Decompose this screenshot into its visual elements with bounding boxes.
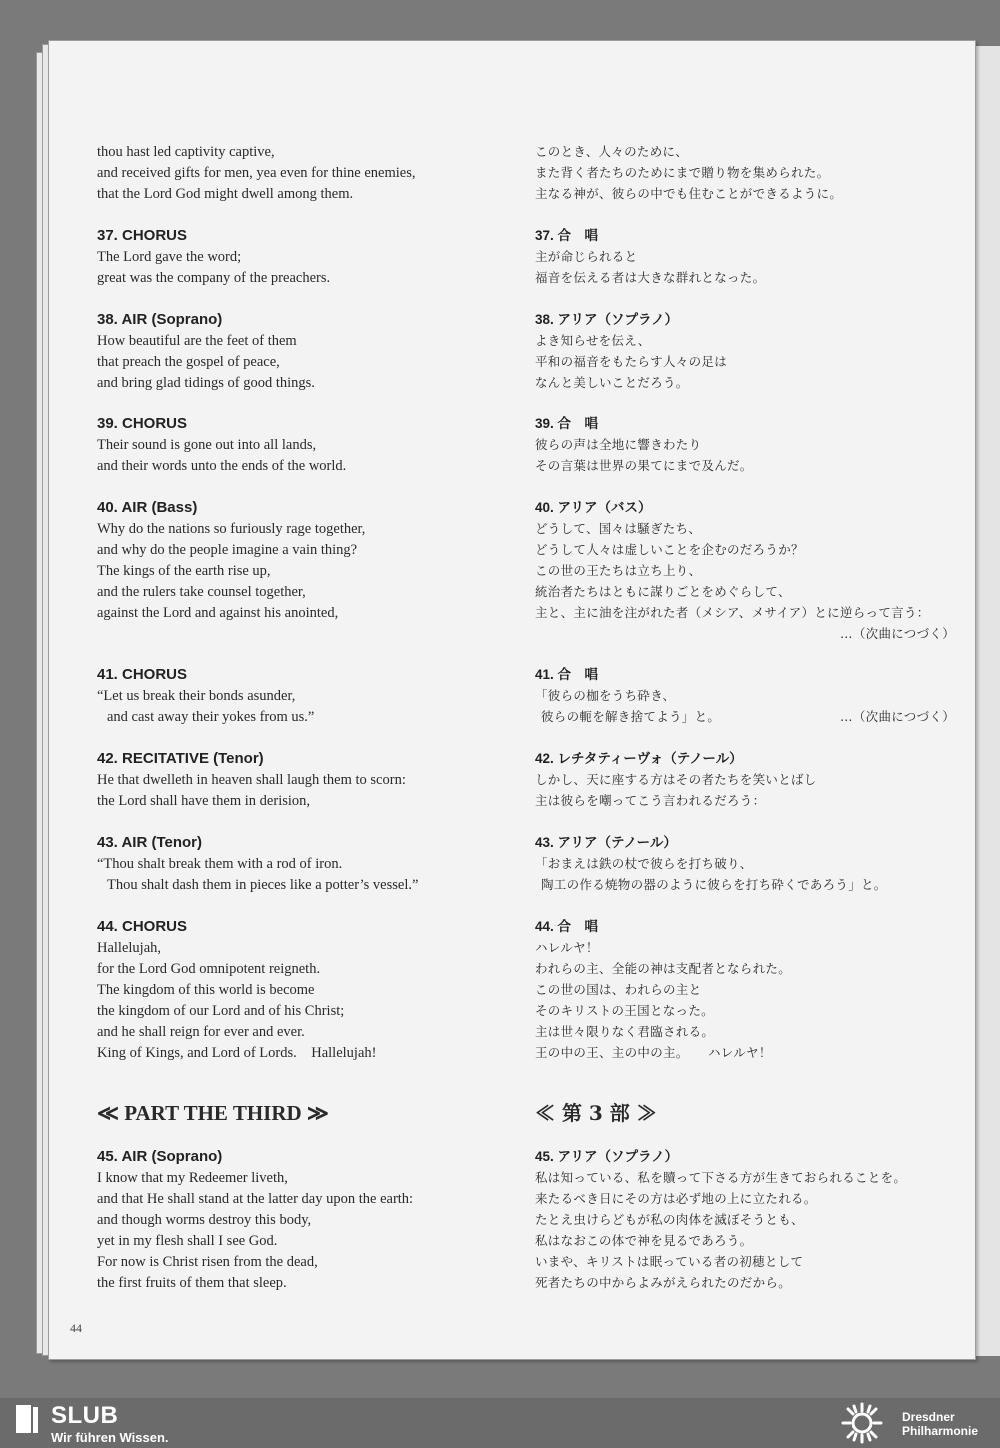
part-title	[535, 1099, 955, 1127]
text-line: 主と、主に油を注がれた者（メシア、メサイア）とに逆らって言う：	[535, 604, 930, 620]
section-heading: 37. 合 唱	[535, 228, 599, 243]
text-line: the kingdom of our Lord and of his Christ;	[97, 1002, 345, 1019]
text-line: なんと美しいことだろう。	[535, 374, 689, 390]
section-heading: 42. RECITATIVE (Tenor)	[97, 750, 264, 767]
text-line: thou hast led captivity captive,	[97, 144, 275, 160]
text-line: Hallelujah,	[97, 940, 162, 956]
section-heading: 45. アリア（ソプラノ）	[535, 1149, 679, 1164]
section-heading: 43. AIR (Tenor)	[97, 834, 203, 851]
library-name[interactable]: SLUB	[51, 1402, 119, 1429]
section-heading: 43. アリア（テノール）	[535, 835, 677, 850]
text-line: 彼らの軛を解き捨てよう」と。	[541, 708, 721, 724]
text-line: 私は知っている、私を贖って下さる方が生きておられることを。	[535, 1170, 907, 1185]
section-heading: 38. アリア（ソプラノ）	[535, 312, 679, 327]
text-line: the Lord shall have them in derision,	[97, 792, 311, 809]
text-line: and their words unto the ends of the world.	[97, 457, 347, 474]
slub-book-icon[interactable]	[14, 1404, 40, 1434]
text-line: よき知らせを伝え、	[535, 333, 651, 348]
section-heading: 37. CHORUS	[97, 227, 188, 244]
part-heading: ≪ 第 3 部 ≫	[535, 1101, 657, 1125]
text-line: 王の中の王、主の中の主。 ハレルヤ！	[535, 1044, 772, 1060]
text-line: いまや、キリストは眠っている者の初穂として	[535, 1253, 804, 1269]
section-heading: 39. CHORUS	[97, 415, 188, 432]
section-heading: 41. 合 唱	[535, 667, 599, 682]
orchestra-name-line1[interactable]: Dresdner	[902, 1410, 955, 1424]
orchestra-name-line2[interactable]: Philharmonie	[902, 1424, 979, 1438]
intro-text	[97, 142, 507, 205]
section-heading: 44. 合 唱	[535, 919, 599, 934]
continued-note: …（次曲につづく）	[840, 625, 955, 641]
text-line: たとえ虫けらどもが私の肉体を滅ぼそうとも、	[535, 1211, 804, 1227]
section-37	[535, 225, 955, 289]
section-43	[535, 832, 955, 896]
part-title	[97, 1099, 507, 1127]
section-40	[535, 497, 955, 644]
section-40	[97, 497, 507, 624]
text-line: King of Kings, and Lord of Lords. Hallelujah!	[97, 1044, 377, 1061]
text-line: どうして人々は虚しいことを企むのだろうか？	[535, 541, 804, 557]
text-line: Their sound is gone out into all lands,	[97, 437, 317, 453]
text-line: against the Lord and against his anointed,	[97, 604, 339, 621]
text-line: The kingdom of this world is become	[97, 981, 315, 998]
text-line: 「おまえは鉄の杖で彼らを打ち破り、	[535, 856, 753, 871]
text-line: 主なる神が、彼らの中でも住むことができるように。	[535, 185, 843, 201]
text-line: Thou shalt dash them in pieces like a potter’s vessel.”	[107, 876, 419, 893]
section-39	[97, 413, 507, 477]
text-line: For now is Christ risen from the dead,	[97, 1253, 318, 1270]
text-line: and cast away their yokes from us.”	[107, 708, 315, 725]
text-line: He that dwelleth in heaven shall laugh them to scorn:	[97, 772, 406, 788]
text-line: しかし、天に座する方はその者たちを笑いとばし	[535, 772, 817, 787]
text-line: 主は世々限りなく君臨される。	[535, 1023, 715, 1039]
text-line: The kings of the earth rise up,	[97, 562, 271, 579]
text-line: 私はなおこの体で神を見るであろう。	[535, 1232, 753, 1248]
section-37	[97, 225, 507, 289]
facing-page-edge	[973, 46, 1000, 1356]
text-line: The Lord gave the word;	[97, 249, 242, 265]
section-42	[535, 748, 955, 812]
text-line: 主は彼らを嘲ってこう言われるだろう：	[535, 792, 766, 808]
text-line: その言葉は世界の果てにまで及んだ。	[535, 457, 753, 473]
text-line: I know that my Redeemer liveth,	[97, 1170, 288, 1186]
text-line: ハレルヤ！	[535, 940, 599, 955]
text-line: そのキリストの王国となった。	[535, 1002, 714, 1018]
section-39	[535, 413, 955, 477]
section-heading: 42. レチタティーヴォ（テノール）	[535, 751, 743, 766]
footer-bar	[0, 1398, 1000, 1448]
text-line: また背く者たちのためにまで贈り物を集められた。	[535, 164, 830, 180]
part-heading: ≪ PART THE THIRD ≫	[97, 1101, 329, 1125]
text-line: この世の国は、われらの主と	[535, 981, 702, 997]
text-line: that preach the gospel of peace,	[97, 353, 280, 370]
section-heading: 44. CHORUS	[97, 918, 188, 935]
text-line: 統治者たちはともに謀りごとをめぐらして、	[535, 583, 791, 599]
section-44	[535, 916, 955, 1063]
section-heading: 40. AIR (Bass)	[97, 499, 198, 516]
section-45	[535, 1146, 955, 1293]
section-heading: 40. アリア（バス）	[535, 500, 652, 515]
text-line: 彼らの声は全地に響きわたり	[535, 437, 702, 452]
text-line: and the rulers take counsel together,	[97, 583, 306, 600]
continued-note: …（次曲につづく）	[840, 708, 955, 724]
text-line: この世の王たちは立ち上り、	[535, 562, 702, 578]
text-line: どうして、国々は騒ぎたち、	[535, 521, 702, 536]
text-line: “Let us break their bonds asunder,	[97, 688, 296, 704]
text-line: and that He shall stand at the latter day upon the earth:	[97, 1190, 414, 1207]
text-line: 平和の福音をもたらす人々の足は	[535, 353, 728, 369]
text-line: and why do the people imagine a vain thing?	[97, 541, 358, 558]
section-45	[97, 1146, 507, 1293]
text-line: 来たるべき日にその方は必ず地の上に立たれる。	[535, 1190, 817, 1206]
booklet-page	[48, 40, 976, 1360]
text-line: yet in my flesh shall I see God.	[97, 1232, 278, 1249]
text-line: 福音を伝える者は大きな群れとなった。	[535, 269, 766, 285]
section-38	[97, 309, 507, 394]
sunburst-icon[interactable]	[838, 1400, 886, 1446]
library-tagline: Wir führen Wissen.	[51, 1430, 169, 1445]
section-heading: 45. AIR (Soprano)	[97, 1148, 223, 1165]
text-line: and bring glad tidings of good things.	[97, 374, 315, 391]
page-number: 44	[70, 1321, 82, 1335]
text-line: that the Lord God might dwell among them.	[97, 185, 354, 202]
text-line: How beautiful are the feet of them	[97, 333, 297, 349]
text-line: このとき、人々のために、	[535, 144, 689, 159]
section-heading: 41. CHORUS	[97, 666, 188, 683]
text-line: Why do the nations so furiously rage together,	[97, 521, 366, 537]
text-line: 「彼らの枷をうち砕き、	[535, 688, 676, 703]
text-line: and received gifts for men, yea even for thine enemies,	[97, 164, 416, 181]
section-42	[97, 748, 507, 812]
text-line: 死者たちの中からよみがえられたのだから。	[535, 1274, 792, 1290]
text-line: 主が命じられると	[535, 249, 638, 264]
section-41	[535, 664, 955, 728]
section-heading: 39. 合 唱	[535, 416, 599, 431]
text-line: and he shall reign for ever and ever.	[97, 1023, 305, 1040]
intro-text	[535, 142, 955, 205]
section-43	[97, 832, 507, 896]
section-44	[97, 916, 507, 1063]
text-line: the first fruits of them that sleep.	[97, 1274, 287, 1291]
section-heading: 38. AIR (Soprano)	[97, 311, 223, 328]
text-line: for the Lord God omnipotent reigneth.	[97, 960, 321, 977]
text-line: われらの主、全能の神は支配者となられた。	[535, 960, 792, 976]
text-line: “Thou shalt break them with a rod of iron.	[97, 856, 343, 872]
text-line: great was the company of the preachers.	[97, 269, 331, 286]
text-line: and though worms destroy this body,	[97, 1211, 312, 1228]
text-line: 陶工の作る焼物の器のように彼らを打ち砕くであろう」と。	[541, 876, 887, 892]
section-41	[97, 664, 507, 728]
section-38	[535, 309, 955, 394]
